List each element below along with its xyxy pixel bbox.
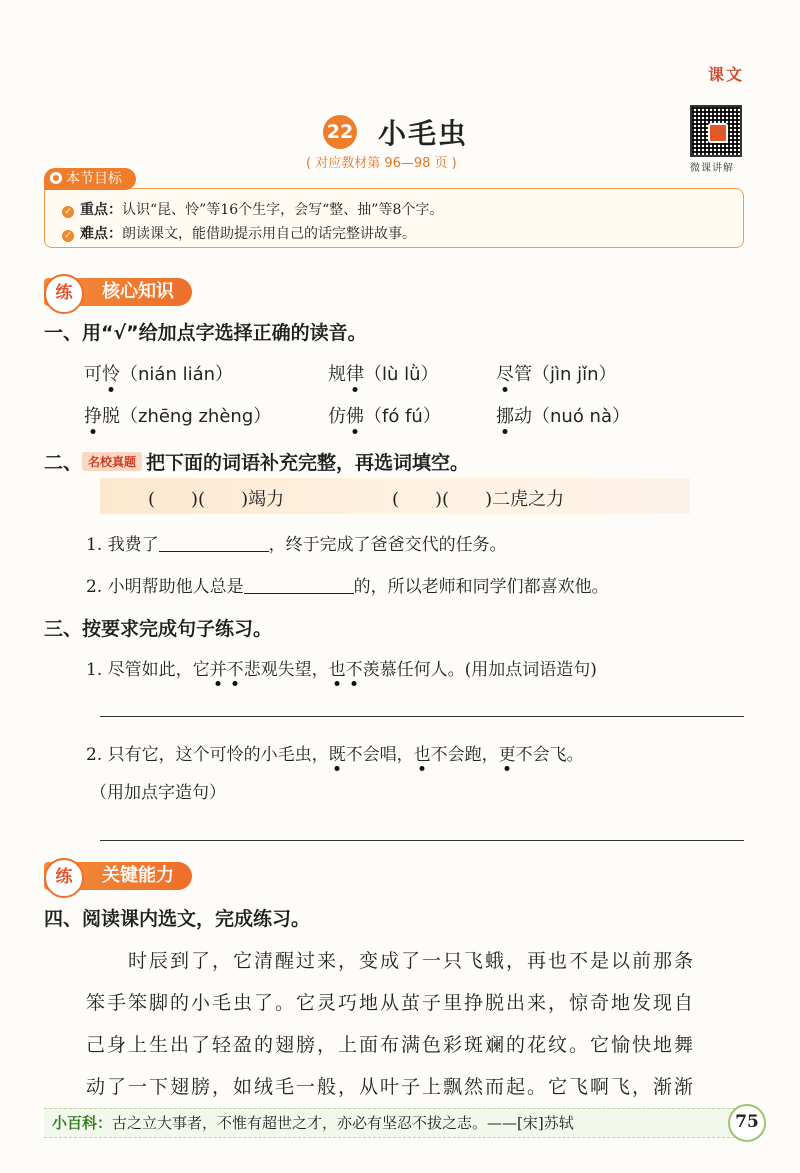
pinyin-options[interactable]: （lù lǜ）: [364, 364, 439, 385]
word-part: 规: [328, 364, 346, 385]
pinyin-options[interactable]: （nián lián）: [120, 364, 234, 385]
goal-key-point: [62, 199, 443, 219]
section-title: 关键能力: [102, 865, 174, 886]
sentence-part: 1. 尽管如此，它: [86, 660, 210, 680]
goal-key-label: 重点：: [80, 202, 122, 218]
dotted-char: 也: [329, 655, 346, 680]
dotted-char: 并: [210, 655, 227, 680]
footer-label: 小百科：: [52, 1114, 113, 1132]
sentence-part: 1. 我费了: [86, 535, 159, 555]
dotted-char: 佛: [346, 402, 364, 428]
dotted-char: 怜: [102, 360, 120, 386]
passage-line: 动了一下翅膀，如绒毛一般，从叶子上飘然而起。它飞啊飞，渐渐: [86, 1076, 696, 1098]
dotted-char: 既: [329, 740, 346, 765]
lesson-number: 22: [323, 115, 357, 149]
check-icon: ✓: [62, 206, 74, 218]
dotted-char: 不: [227, 655, 244, 680]
question-2-heading: [44, 448, 469, 475]
sentence-part: 悲观失望，: [243, 660, 329, 680]
passage-line: 时辰到了，它清醒过来，变成了一只飞蛾，再也不是以前那条: [86, 950, 696, 972]
sentence-part: 2. 只有它，这个可怜的小毛虫，: [86, 745, 329, 765]
sentence-part: 不会跑，: [430, 745, 499, 765]
pinyin-item: [496, 360, 617, 386]
question-4-heading: 四、阅读课内选文，完成练习。: [44, 908, 311, 930]
question-1-heading: 一、用“√”给加点字选择正确的读音。: [44, 322, 367, 344]
pinyin-item: [328, 360, 439, 386]
idiom-blank-1[interactable]: ( )( )竭力: [148, 489, 285, 510]
sentence-2-note: （用加点字造句）: [90, 783, 226, 803]
fill-sentence-2: [86, 572, 609, 597]
sentence-part: 不会唱，: [345, 745, 414, 765]
word-part: 仿: [328, 406, 346, 427]
question-3-heading: 三、按要求完成句子练习。: [44, 618, 273, 640]
sentence-part: ，终于完成了爸爸交代的任务。: [268, 535, 507, 555]
idiom-blank-2[interactable]: ( )( )二虎之力: [392, 489, 565, 510]
footer-quote: [52, 1112, 574, 1133]
pinyin-item: [496, 402, 630, 428]
qr-logo-icon: [708, 123, 728, 143]
passage-line: 笨手笨脚的小毛虫了。它灵巧地从茧子里挣脱出来，惊奇地发现自: [86, 992, 696, 1014]
pinyin-item: [84, 360, 233, 386]
passage-line: 己身上生出了轻盈的翅膀，上面布满色彩斑斓的花纹。它愉快地舞: [86, 1034, 696, 1056]
dotted-char: 尽: [496, 360, 514, 386]
page-number: 75: [728, 1104, 766, 1142]
dotted-char: 律: [346, 360, 364, 386]
answer-line[interactable]: [100, 716, 744, 717]
check-icon: ✓: [62, 230, 74, 242]
dotted-char: 不: [346, 655, 363, 680]
pinyin-options[interactable]: （fó fú）: [364, 406, 441, 427]
practice-badge-icon: 练: [44, 274, 84, 314]
section-title: 核心知识: [102, 281, 174, 302]
pinyin-item: [84, 402, 271, 428]
practice-badge-icon: 练: [44, 858, 84, 898]
goal-hard-label: 难点：: [80, 226, 122, 242]
goal-hard-text: 朗读课文，能借助提示用自己的话完整讲故事。: [122, 226, 416, 242]
word-part: 可: [84, 364, 102, 385]
sentence-exercise-2: [86, 740, 584, 765]
word-part: 管: [514, 364, 532, 385]
answer-blank[interactable]: [159, 551, 269, 552]
answer-blank[interactable]: [244, 593, 354, 594]
sentence-part: 2. 小明帮助他人总是: [86, 577, 244, 597]
pinyin-options[interactable]: （nuó nà）: [532, 406, 630, 427]
word-part: 动: [514, 406, 532, 427]
question-text: 把下面的词语补充完整，再选词填空。: [146, 452, 470, 474]
pinyin-item: [328, 402, 441, 428]
sentence-part: 不会飞。: [515, 745, 584, 765]
dotted-char: 挣: [84, 402, 102, 428]
famous-school-tag: 名校真题: [82, 452, 142, 471]
section-tag: 课文: [707, 65, 744, 84]
qr-label: 微课讲解: [690, 163, 734, 174]
dotted-char: 也: [414, 740, 431, 765]
sentence-exercise-1: [86, 655, 597, 680]
goals-tag-label: 本节目标: [66, 171, 122, 187]
lesson-title: 小毛虫: [378, 117, 469, 150]
question-number: 二、: [44, 452, 83, 474]
fill-sentence-1: [86, 530, 507, 555]
goal-hard-point: [62, 223, 416, 243]
answer-line[interactable]: [100, 840, 744, 841]
lesson-reference: ( 对应教材第 96—98 页 ): [306, 156, 457, 171]
target-icon: [50, 172, 62, 184]
pinyin-options[interactable]: （zhēng zhèng）: [120, 406, 272, 427]
sentence-part: 的，所以老师和同学们都喜欢他。: [353, 577, 609, 597]
dotted-char: 更: [499, 740, 516, 765]
footer-text: 古之立大事者，不惟有超世之才，亦必有坚忍不拔之志。——[宋]苏轼: [112, 1114, 574, 1132]
dotted-char: 挪: [496, 402, 514, 428]
goals-tag: [44, 168, 136, 190]
word-part: 脱: [102, 406, 120, 427]
goal-key-text: 认识“昆、怜”等16个生字，会写“整、抽”等8个字。: [122, 202, 444, 218]
pinyin-options[interactable]: （jìn jǐn）: [532, 364, 617, 385]
sentence-part: 羡慕任何人。(用加点词语造句): [362, 660, 597, 680]
